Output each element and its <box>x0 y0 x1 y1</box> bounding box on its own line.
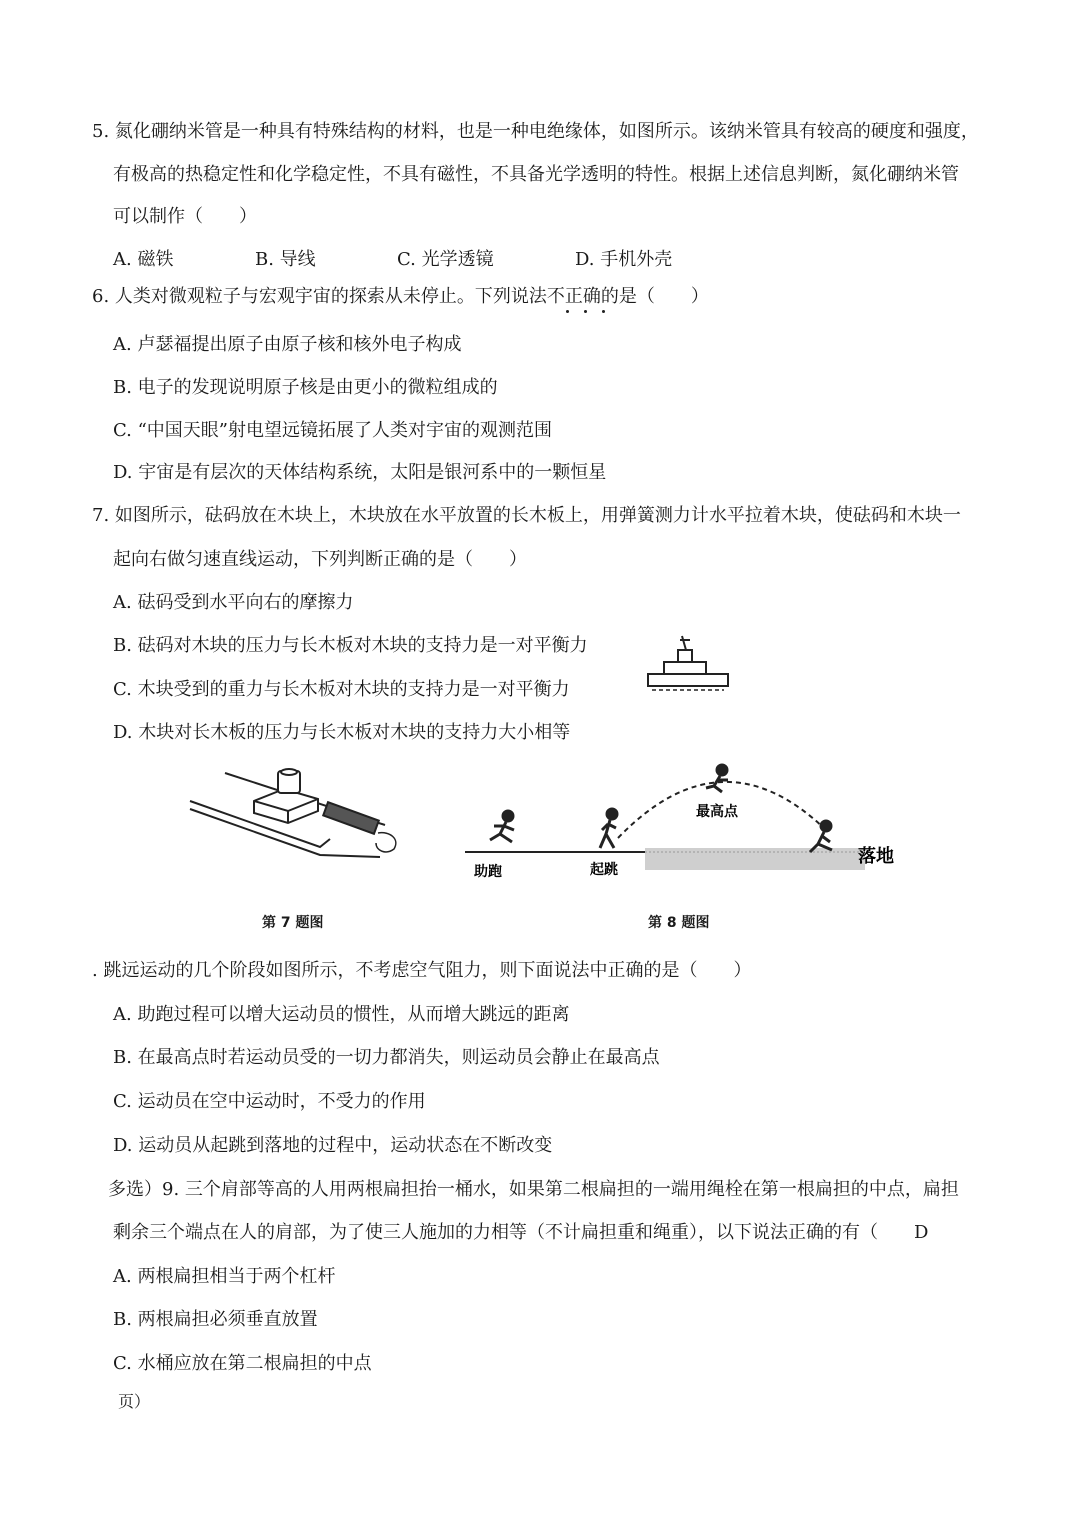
label-top: 最高点 <box>696 804 738 820</box>
q5-line1: 5. 氮化硼纳米管是一种具有特殊结构的材料，也是一种电绝缘体，如图所示。该纳米管具有较高的硬度和强度， <box>92 121 979 142</box>
q8-caption: 第 8 题图 <box>648 915 710 931</box>
q5-line3: 可以制作（ ） <box>113 206 257 227</box>
q6-option-b: B. 电子的发现说明原子核是由更小的微粒组成的 <box>113 377 498 398</box>
q7-option-b: B. 砝码对木块的压力与长木板对木块的支持力是一对平衡力 <box>113 635 588 656</box>
q7-option-d: D. 木块对长木板的压力与长木板对木块的支持力大小相等 <box>113 722 571 743</box>
q7-line2: 起向右做匀速直线运动，下列判断正确的是（ ） <box>113 549 527 570</box>
block-sketch-figure <box>640 628 736 698</box>
q7-caption: 第 7 题图 <box>262 915 324 931</box>
q8-option-d: D. 运动员从起跳到落地的过程中，运动状态在不断改变 <box>113 1135 553 1156</box>
page-footer: 页） <box>118 1392 151 1411</box>
q7-figure <box>180 765 410 875</box>
q8-stem: . 跳远运动的几个阶段如图所示，不考虑空气阻力，则下面说法中正确的是（ ） <box>92 960 752 981</box>
peak-figure <box>706 765 728 792</box>
takeoff-figure <box>600 809 617 848</box>
q7-line1: 7. 如图所示，砝码放在木块上，木块放在水平放置的长木板上，用弹簧测力计水平拉着木块，使砝码和木块一 <box>92 505 961 526</box>
label-run: 助跑 <box>474 864 502 880</box>
q7-option-a: A. 砝码受到水平向右的摩擦力 <box>113 592 354 613</box>
q5-option-d: D. 手机外壳 <box>575 249 673 270</box>
emphasis-dot <box>566 310 569 313</box>
q8-figure <box>460 760 920 890</box>
q9-line1: 多选）9. 三个肩部等高的人用两根扁担抬一桶水，如果第二根扁担的一端用绳栓在第一根扁担的中点，扁担 <box>108 1179 959 1200</box>
q8-option-a: A. 助跑过程可以增大运动员的惯性，从而增大跳远的距离 <box>113 1004 570 1025</box>
q9-option-b: B. 两根扁担必须垂直放置 <box>113 1309 318 1330</box>
q6-stem: 6. 人类对微观粒子与宏观宇宙的探索从未停止。下列说法不正确的是（ ） <box>92 286 709 307</box>
q5-line2: 有极高的热稳定性和化学稳定性，不具有磁性，不具备光学透明的特性。根据上述信息判断，氮化硼纳米管 <box>113 164 959 185</box>
q8-option-b: B. 在最高点时若运动员受的一切力都消失，则运动员会静止在最高点 <box>113 1047 660 1068</box>
emphasis-dot <box>584 310 587 313</box>
q5-option-b: B. 导线 <box>255 249 316 270</box>
q9-option-c: C. 水桶应放在第二根扁担的中点 <box>113 1353 372 1374</box>
q9-line2: 剩余三个端点在人的肩部，为了使三人施加的力相等（不计扁担重和绳重），以下说法正确的有（ D <box>113 1222 929 1243</box>
label-jump: 起跳 <box>590 862 618 878</box>
q6-option-a: A. 卢瑟福提出原子由原子核和核外电子构成 <box>113 334 462 355</box>
landing-figure <box>810 821 832 852</box>
q5-option-c: C. 光学透镜 <box>397 249 494 270</box>
q6-option-c: C. “中国天眼”射电望远镜拓展了人类对宇宙的观测范围 <box>113 420 552 441</box>
q5-options <box>113 248 672 272</box>
q6-option-d: D. 宇宙是有层次的天体结构系统，太阳是银河系中的一颗恒星 <box>113 462 607 483</box>
label-land: 落地 <box>858 846 894 867</box>
q5-option-a: A. 磁铁 <box>113 249 174 270</box>
q9-option-a: A. 两根扁担相当于两个杠杆 <box>113 1266 336 1287</box>
emphasis-dot <box>602 310 605 313</box>
q8-option-c: C. 运动员在空中运动时，不受力的作用 <box>113 1091 426 1112</box>
q7-option-c: C. 木块受到的重力与长木板对木块的支持力是一对平衡力 <box>113 679 570 700</box>
runner-figure <box>490 811 514 842</box>
